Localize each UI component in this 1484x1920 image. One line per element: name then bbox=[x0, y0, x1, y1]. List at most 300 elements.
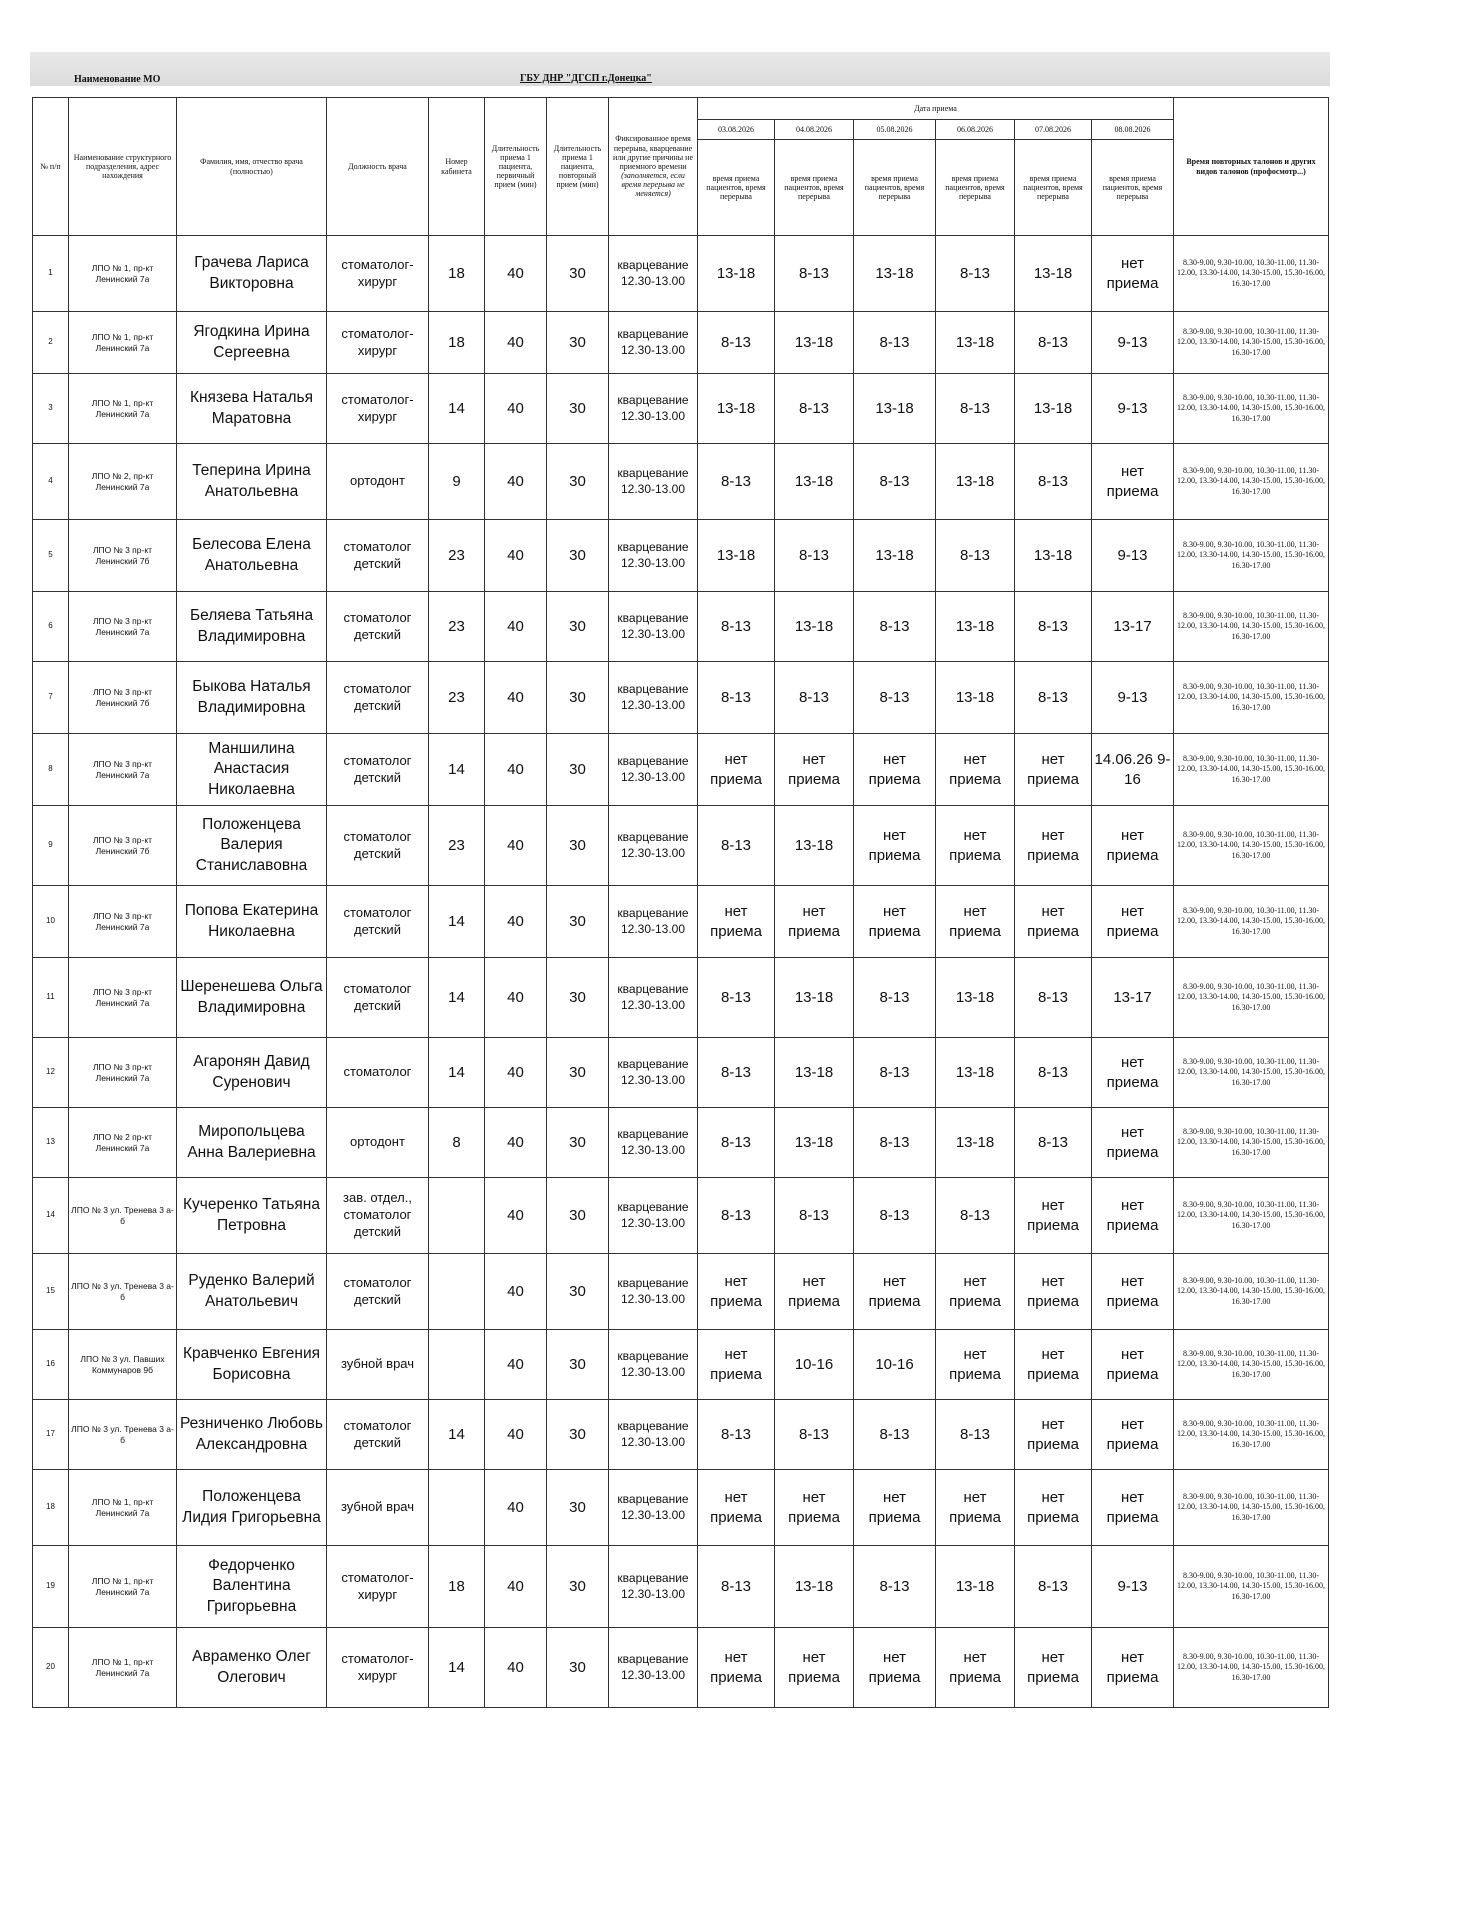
table-row bbox=[33, 520, 1329, 592]
fixed-break: кварцевание 12.30-13.00 bbox=[609, 1546, 698, 1628]
repeat-visit-duration: 30 bbox=[547, 1178, 609, 1254]
schedule-day-2: нет приема bbox=[775, 1470, 854, 1546]
doctor-name: Быкова Наталья Владимировна bbox=[177, 662, 327, 734]
date-header-3: 05.08.2026 bbox=[854, 120, 936, 140]
table-row bbox=[33, 958, 1329, 1038]
schedule-day-3: 8-13 bbox=[854, 1108, 936, 1178]
org-name: ГБУ ДНР "ДГСП г.Донецка" bbox=[520, 73, 652, 84]
repeat-slots: 8.30-9.00, 9.30-10.00, 10.30-11.00, 11.30-12.00, 13.30-14.00, 14.30-15.00, 15.30-16.00, 16.30-17.00 bbox=[1174, 444, 1329, 520]
schedule-day-4: 13-18 bbox=[936, 592, 1015, 662]
repeat-slots: 8.30-9.00, 9.30-10.00, 10.30-11.00, 11.30-12.00, 13.30-14.00, 14.30-15.00, 15.30-16.00, 16.30-17.00 bbox=[1174, 592, 1329, 662]
fixed-break: кварцевание 12.30-13.00 bbox=[609, 1108, 698, 1178]
schedule-day-5: нет приема bbox=[1015, 1400, 1092, 1470]
schedule-day-5: нет приема bbox=[1015, 886, 1092, 958]
repeat-slots: 8.30-9.00, 9.30-10.00, 10.30-11.00, 11.30-12.00, 13.30-14.00, 14.30-15.00, 15.30-16.00, 16.30-17.00 bbox=[1174, 236, 1329, 312]
unit-cell: ЛПО № 3 пр-кт Ленинский 7а bbox=[69, 886, 177, 958]
row-number: 1 bbox=[33, 236, 69, 312]
col-fixed-break-label: Фиксированное время перерыва, кварцевание или другие причины не приемного времени bbox=[613, 134, 693, 171]
unit-cell: ЛПО № 3 ул. Тренева 3 а-б bbox=[69, 1254, 177, 1330]
cabinet-number: 18 bbox=[429, 236, 485, 312]
doctor-name: Шеренешева Ольга Владимировна bbox=[177, 958, 327, 1038]
scan-header-band bbox=[30, 52, 1330, 86]
unit-cell: ЛПО № 3 пр-кт Ленинский 7б bbox=[69, 806, 177, 886]
date-sub-1: время приема пациентов, время перерыва bbox=[698, 140, 775, 236]
schedule-day-6: 9-13 bbox=[1092, 374, 1174, 444]
schedule-day-3: 13-18 bbox=[854, 236, 936, 312]
schedule-day-4: нет приема bbox=[936, 1330, 1015, 1400]
doctor-name: Положенцева Валерия Станиславовна bbox=[177, 806, 327, 886]
schedule-day-4: 13-18 bbox=[936, 1038, 1015, 1108]
cabinet-number bbox=[429, 1330, 485, 1400]
schedule-day-2: 13-18 bbox=[775, 1546, 854, 1628]
schedule-day-3: 8-13 bbox=[854, 662, 936, 734]
schedule-day-1: 8-13 bbox=[698, 958, 775, 1038]
doctor-position: стоматолог детский bbox=[327, 806, 429, 886]
first-visit-duration: 40 bbox=[485, 1470, 547, 1546]
unit-cell: ЛПО № 3 ул. Павших Коммунаров 9б bbox=[69, 1330, 177, 1400]
schedule-day-4: нет приема bbox=[936, 1470, 1015, 1546]
repeat-slots: 8.30-9.00, 9.30-10.00, 10.30-11.00, 11.30-12.00, 13.30-14.00, 14.30-15.00, 15.30-16.00, 16.30-17.00 bbox=[1174, 1546, 1329, 1628]
cabinet-number bbox=[429, 1470, 485, 1546]
schedule-day-4: нет приема bbox=[936, 734, 1015, 806]
cabinet-number: 14 bbox=[429, 958, 485, 1038]
date-header-2: 04.08.2026 bbox=[775, 120, 854, 140]
row-number: 19 bbox=[33, 1546, 69, 1628]
unit-cell: ЛПО № 1, пр-кт Ленинский 7а bbox=[69, 312, 177, 374]
doctor-name: Агаронян Давид Суренович bbox=[177, 1038, 327, 1108]
schedule-day-5: нет приема bbox=[1015, 1628, 1092, 1708]
schedule-day-4: 8-13 bbox=[936, 236, 1015, 312]
doctor-name: Маншилина Анастасия Николаевна bbox=[177, 734, 327, 806]
schedule-day-1: нет приема bbox=[698, 1254, 775, 1330]
schedule-day-4: 13-18 bbox=[936, 312, 1015, 374]
repeat-visit-duration: 30 bbox=[547, 312, 609, 374]
row-number: 9 bbox=[33, 806, 69, 886]
schedule-day-2: 8-13 bbox=[775, 1178, 854, 1254]
row-number: 16 bbox=[33, 1330, 69, 1400]
schedule-day-5: 13-18 bbox=[1015, 374, 1092, 444]
repeat-visit-duration: 30 bbox=[547, 444, 609, 520]
schedule-day-5: 8-13 bbox=[1015, 1546, 1092, 1628]
repeat-slots: 8.30-9.00, 9.30-10.00, 10.30-11.00, 11.30-12.00, 13.30-14.00, 14.30-15.00, 15.30-16.00, 16.30-17.00 bbox=[1174, 1400, 1329, 1470]
doctor-position: стоматолог-хирург bbox=[327, 374, 429, 444]
row-number: 14 bbox=[33, 1178, 69, 1254]
schedule-day-4: нет приема bbox=[936, 886, 1015, 958]
schedule-day-6: 14.06.26 9-16 bbox=[1092, 734, 1174, 806]
schedule-day-3: 8-13 bbox=[854, 1400, 936, 1470]
row-number: 3 bbox=[33, 374, 69, 444]
schedule-day-3: нет приема bbox=[854, 806, 936, 886]
doctor-position: стоматолог детский bbox=[327, 520, 429, 592]
first-visit-duration: 40 bbox=[485, 886, 547, 958]
col-fio: Фамилия, имя, отчество врача (полностью) bbox=[177, 98, 327, 236]
cabinet-number: 14 bbox=[429, 374, 485, 444]
fixed-break: кварцевание 12.30-13.00 bbox=[609, 886, 698, 958]
schedule-day-2: 8-13 bbox=[775, 520, 854, 592]
schedule-day-6: нет приема bbox=[1092, 1038, 1174, 1108]
fixed-break: кварцевание 12.30-13.00 bbox=[609, 1400, 698, 1470]
schedule-day-1: 8-13 bbox=[698, 1546, 775, 1628]
schedule-day-2: 8-13 bbox=[775, 662, 854, 734]
schedule-day-1: 13-18 bbox=[698, 236, 775, 312]
schedule-day-5: нет приема bbox=[1015, 1254, 1092, 1330]
schedule-day-3: 8-13 bbox=[854, 958, 936, 1038]
col-repeat-visit: Длительность приема 1 пациента, повторный прием (мин) bbox=[547, 98, 609, 236]
col-position: Должность врача bbox=[327, 98, 429, 236]
repeat-visit-duration: 30 bbox=[547, 886, 609, 958]
fixed-break: кварцевание 12.30-13.00 bbox=[609, 1330, 698, 1400]
schedule-day-5: 8-13 bbox=[1015, 1108, 1092, 1178]
fixed-break: кварцевание 12.30-13.00 bbox=[609, 958, 698, 1038]
unit-cell: ЛПО № 3 пр-кт Ленинский 7а bbox=[69, 958, 177, 1038]
repeat-slots: 8.30-9.00, 9.30-10.00, 10.30-11.00, 11.30-12.00, 13.30-14.00, 14.30-15.00, 15.30-16.00, 16.30-17.00 bbox=[1174, 1108, 1329, 1178]
date-header-6: 08.08.2026 bbox=[1092, 120, 1174, 140]
schedule-day-1: нет приема bbox=[698, 1470, 775, 1546]
schedule-day-6: нет приема bbox=[1092, 1178, 1174, 1254]
schedule-day-5: нет приема bbox=[1015, 1470, 1092, 1546]
repeat-slots: 8.30-9.00, 9.30-10.00, 10.30-11.00, 11.30-12.00, 13.30-14.00, 14.30-15.00, 15.30-16.00, 16.30-17.00 bbox=[1174, 1628, 1329, 1708]
schedule-day-3: 8-13 bbox=[854, 1178, 936, 1254]
doctor-position: стоматолог детский bbox=[327, 958, 429, 1038]
first-visit-duration: 40 bbox=[485, 662, 547, 734]
schedule-day-6: нет приема bbox=[1092, 1470, 1174, 1546]
col-first-visit: Длительность приема 1 пациента, первичный прием (мин) bbox=[485, 98, 547, 236]
doctor-position: стоматолог-хирург bbox=[327, 1628, 429, 1708]
unit-cell: ЛПО № 2 пр-кт Ленинский 7а bbox=[69, 1108, 177, 1178]
doctor-position: стоматолог-хирург bbox=[327, 1546, 429, 1628]
date-sub-4: время приема пациентов, время перерыва bbox=[936, 140, 1015, 236]
cabinet-number: 9 bbox=[429, 444, 485, 520]
fixed-break: кварцевание 12.30-13.00 bbox=[609, 520, 698, 592]
schedule-day-2: 8-13 bbox=[775, 236, 854, 312]
schedule-day-4: 13-18 bbox=[936, 662, 1015, 734]
schedule-day-1: нет приема bbox=[698, 1628, 775, 1708]
repeat-visit-duration: 30 bbox=[547, 1038, 609, 1108]
schedule-day-4: 13-18 bbox=[936, 444, 1015, 520]
doctor-name: Белесова Елена Анатольевна bbox=[177, 520, 327, 592]
unit-cell: ЛПО № 3 пр-кт Ленинский 7б bbox=[69, 520, 177, 592]
first-visit-duration: 40 bbox=[485, 734, 547, 806]
table-row bbox=[33, 1254, 1329, 1330]
schedule-day-1: 8-13 bbox=[698, 312, 775, 374]
col-repeat-slots: Время повторных талонов и других видов талонов (профосмотр...) bbox=[1174, 98, 1329, 236]
cabinet-number bbox=[429, 1254, 485, 1330]
doctor-name: Руденко Валерий Анатольевич bbox=[177, 1254, 327, 1330]
cabinet-number: 14 bbox=[429, 734, 485, 806]
schedule-day-2: 13-18 bbox=[775, 312, 854, 374]
unit-cell: ЛПО № 3 пр-кт Ленинский 7а bbox=[69, 734, 177, 806]
first-visit-duration: 40 bbox=[485, 1546, 547, 1628]
row-number: 13 bbox=[33, 1108, 69, 1178]
repeat-visit-duration: 30 bbox=[547, 1628, 609, 1708]
repeat-slots: 8.30-9.00, 9.30-10.00, 10.30-11.00, 11.30-12.00, 13.30-14.00, 14.30-15.00, 15.30-16.00, 16.30-17.00 bbox=[1174, 374, 1329, 444]
repeat-slots: 8.30-9.00, 9.30-10.00, 10.30-11.00, 11.30-12.00, 13.30-14.00, 14.30-15.00, 15.30-16.00, 16.30-17.00 bbox=[1174, 886, 1329, 958]
schedule-day-3: нет приема bbox=[854, 1628, 936, 1708]
table-row bbox=[33, 886, 1329, 958]
fixed-break: кварцевание 12.30-13.00 bbox=[609, 1628, 698, 1708]
first-visit-duration: 40 bbox=[485, 592, 547, 662]
doctor-position: стоматолог детский bbox=[327, 886, 429, 958]
unit-cell: ЛПО № 3 пр-кт Ленинский 7а bbox=[69, 1038, 177, 1108]
table-row bbox=[33, 1038, 1329, 1108]
cabinet-number: 23 bbox=[429, 592, 485, 662]
fixed-break: кварцевание 12.30-13.00 bbox=[609, 1038, 698, 1108]
doctor-name: Миропольцева Анна Валериевна bbox=[177, 1108, 327, 1178]
repeat-visit-duration: 30 bbox=[547, 1400, 609, 1470]
row-number: 6 bbox=[33, 592, 69, 662]
first-visit-duration: 40 bbox=[485, 1254, 547, 1330]
first-visit-duration: 40 bbox=[485, 1108, 547, 1178]
schedule-day-3: 13-18 bbox=[854, 374, 936, 444]
cabinet-number: 14 bbox=[429, 1628, 485, 1708]
doctor-name: Теперина Ирина Анатольевна bbox=[177, 444, 327, 520]
doctor-name: Кравченко Евгения Борисовна bbox=[177, 1330, 327, 1400]
schedule-day-1: нет приема bbox=[698, 734, 775, 806]
schedule-day-6: 9-13 bbox=[1092, 662, 1174, 734]
doctor-name: Резниченко Любовь Александровна bbox=[177, 1400, 327, 1470]
row-number: 7 bbox=[33, 662, 69, 734]
row-number: 4 bbox=[33, 444, 69, 520]
first-visit-duration: 40 bbox=[485, 1628, 547, 1708]
cabinet-number: 18 bbox=[429, 312, 485, 374]
table-row bbox=[33, 592, 1329, 662]
row-number: 17 bbox=[33, 1400, 69, 1470]
schedule-day-2: 13-18 bbox=[775, 806, 854, 886]
schedule-day-1: 13-18 bbox=[698, 520, 775, 592]
cabinet-number: 23 bbox=[429, 806, 485, 886]
schedule-day-6: нет приема bbox=[1092, 1628, 1174, 1708]
col-fixed-break bbox=[609, 98, 698, 236]
schedule-day-2: 10-16 bbox=[775, 1330, 854, 1400]
fixed-break: кварцевание 12.30-13.00 bbox=[609, 1254, 698, 1330]
repeat-slots: 8.30-9.00, 9.30-10.00, 10.30-11.00, 11.30-12.00, 13.30-14.00, 14.30-15.00, 15.30-16.00, 16.30-17.00 bbox=[1174, 1178, 1329, 1254]
doctor-name: Ягодкина Ирина Сергеевна bbox=[177, 312, 327, 374]
doctor-position: стоматолог-хирург bbox=[327, 312, 429, 374]
cabinet-number: 8 bbox=[429, 1108, 485, 1178]
repeat-slots: 8.30-9.00, 9.30-10.00, 10.30-11.00, 11.30-12.00, 13.30-14.00, 14.30-15.00, 15.30-16.00, 16.30-17.00 bbox=[1174, 958, 1329, 1038]
unit-cell: ЛПО № 1, пр-кт Ленинский 7а bbox=[69, 1546, 177, 1628]
table-row bbox=[33, 312, 1329, 374]
unit-cell: ЛПО № 3 ул. Тренева 3 а-б bbox=[69, 1178, 177, 1254]
first-visit-duration: 40 bbox=[485, 1178, 547, 1254]
unit-cell: ЛПО № 1, пр-кт Ленинский 7а bbox=[69, 236, 177, 312]
repeat-visit-duration: 30 bbox=[547, 1254, 609, 1330]
doctor-position: стоматолог детский bbox=[327, 734, 429, 806]
fixed-break: кварцевание 12.30-13.00 bbox=[609, 662, 698, 734]
table-body bbox=[33, 236, 1329, 1708]
date-header-5: 07.08.2026 bbox=[1015, 120, 1092, 140]
doctor-position: стоматолог-хирург bbox=[327, 236, 429, 312]
schedule-day-4: нет приема bbox=[936, 806, 1015, 886]
schedule-day-4: 13-18 bbox=[936, 958, 1015, 1038]
doctor-position: зубной врач bbox=[327, 1330, 429, 1400]
table-row bbox=[33, 374, 1329, 444]
schedule-day-2: нет приема bbox=[775, 734, 854, 806]
schedule-day-4: нет приема bbox=[936, 1254, 1015, 1330]
schedule-day-3: 8-13 bbox=[854, 592, 936, 662]
schedule-day-1: 8-13 bbox=[698, 1108, 775, 1178]
repeat-visit-duration: 30 bbox=[547, 236, 609, 312]
first-visit-duration: 40 bbox=[485, 806, 547, 886]
fixed-break: кварцевание 12.30-13.00 bbox=[609, 444, 698, 520]
cabinet-number: 14 bbox=[429, 886, 485, 958]
fixed-break: кварцевание 12.30-13.00 bbox=[609, 374, 698, 444]
doctor-name: Грачева Лариса Викторовна bbox=[177, 236, 327, 312]
schedule-day-5: 8-13 bbox=[1015, 958, 1092, 1038]
schedule-day-1: 8-13 bbox=[698, 1038, 775, 1108]
fixed-break: кварцевание 12.30-13.00 bbox=[609, 592, 698, 662]
table-row bbox=[33, 236, 1329, 312]
schedule-day-4: нет приема bbox=[936, 1628, 1015, 1708]
repeat-slots: 8.30-9.00, 9.30-10.00, 10.30-11.00, 11.30-12.00, 13.30-14.00, 14.30-15.00, 15.30-16.00, 16.30-17.00 bbox=[1174, 312, 1329, 374]
table-row bbox=[33, 1546, 1329, 1628]
schedule-day-5: 13-18 bbox=[1015, 236, 1092, 312]
repeat-slots: 8.30-9.00, 9.30-10.00, 10.30-11.00, 11.30-12.00, 13.30-14.00, 14.30-15.00, 15.30-16.00, 16.30-17.00 bbox=[1174, 806, 1329, 886]
schedule-day-3: нет приема bbox=[854, 1254, 936, 1330]
doctor-position: стоматолог bbox=[327, 1038, 429, 1108]
doctor-position: ортодонт bbox=[327, 1108, 429, 1178]
schedule-day-4: 8-13 bbox=[936, 520, 1015, 592]
schedule-day-3: нет приема bbox=[854, 886, 936, 958]
schedule-day-2: нет приема bbox=[775, 886, 854, 958]
schedule-day-2: 13-18 bbox=[775, 958, 854, 1038]
fixed-break: кварцевание 12.30-13.00 bbox=[609, 236, 698, 312]
table-row bbox=[33, 1628, 1329, 1708]
mo-label: Наименование МО bbox=[74, 74, 161, 85]
table-row bbox=[33, 1400, 1329, 1470]
schedule-day-2: 8-13 bbox=[775, 374, 854, 444]
first-visit-duration: 40 bbox=[485, 374, 547, 444]
cabinet-number: 14 bbox=[429, 1038, 485, 1108]
doctor-position: стоматолог детский bbox=[327, 592, 429, 662]
doctor-position: зубной врач bbox=[327, 1470, 429, 1546]
schedule-day-1: нет приема bbox=[698, 886, 775, 958]
schedule-day-3: 10-16 bbox=[854, 1330, 936, 1400]
first-visit-duration: 40 bbox=[485, 520, 547, 592]
repeat-slots: 8.30-9.00, 9.30-10.00, 10.30-11.00, 11.30-12.00, 13.30-14.00, 14.30-15.00, 15.30-16.00, 16.30-17.00 bbox=[1174, 1470, 1329, 1546]
schedule-day-5: 13-18 bbox=[1015, 520, 1092, 592]
table-row bbox=[33, 444, 1329, 520]
col-unit: Наименование структурного подразделения, адрес нахождения bbox=[69, 98, 177, 236]
date-sub-2: время приема пациентов, время перерыва bbox=[775, 140, 854, 236]
schedule-day-5: нет приема bbox=[1015, 1178, 1092, 1254]
date-sub-6: время приема пациентов, время перерыва bbox=[1092, 140, 1174, 236]
doctor-name: Федорченко Валентина Григорьевна bbox=[177, 1546, 327, 1628]
schedule-day-6: нет приема bbox=[1092, 1400, 1174, 1470]
schedule-day-2: 13-18 bbox=[775, 444, 854, 520]
table-row bbox=[33, 806, 1329, 886]
schedule-day-2: 13-18 bbox=[775, 1108, 854, 1178]
table-row bbox=[33, 1108, 1329, 1178]
schedule-day-3: нет приема bbox=[854, 734, 936, 806]
date-sub-5: время приема пациентов, время перерыва bbox=[1015, 140, 1092, 236]
schedule-table bbox=[32, 97, 1329, 1708]
schedule-day-1: 8-13 bbox=[698, 662, 775, 734]
unit-cell: ЛПО № 1, пр-кт Ленинский 7а bbox=[69, 1470, 177, 1546]
doctor-name: Попова Екатерина Николаевна bbox=[177, 886, 327, 958]
doctor-position: стоматолог детский bbox=[327, 1400, 429, 1470]
schedule-day-5: 8-13 bbox=[1015, 444, 1092, 520]
repeat-visit-duration: 30 bbox=[547, 520, 609, 592]
table-row bbox=[33, 1330, 1329, 1400]
repeat-visit-duration: 30 bbox=[547, 1108, 609, 1178]
table-row bbox=[33, 1470, 1329, 1546]
repeat-visit-duration: 30 bbox=[547, 1546, 609, 1628]
schedule-day-5: 8-13 bbox=[1015, 1038, 1092, 1108]
col-num: № п/п bbox=[33, 98, 69, 236]
repeat-slots: 8.30-9.00, 9.30-10.00, 10.30-11.00, 11.30-12.00, 13.30-14.00, 14.30-15.00, 15.30-16.00, 16.30-17.00 bbox=[1174, 520, 1329, 592]
table-row bbox=[33, 662, 1329, 734]
schedule-day-5: нет приема bbox=[1015, 734, 1092, 806]
doctor-name: Князева Наталья Маратовна bbox=[177, 374, 327, 444]
schedule-day-4: 8-13 bbox=[936, 1178, 1015, 1254]
first-visit-duration: 40 bbox=[485, 312, 547, 374]
schedule-day-6: 13-17 bbox=[1092, 958, 1174, 1038]
schedule-day-5: 8-13 bbox=[1015, 592, 1092, 662]
repeat-slots: 8.30-9.00, 9.30-10.00, 10.30-11.00, 11.30-12.00, 13.30-14.00, 14.30-15.00, 15.30-16.00, 16.30-17.00 bbox=[1174, 1254, 1329, 1330]
repeat-visit-duration: 30 bbox=[547, 592, 609, 662]
doctor-position: стоматолог детский bbox=[327, 662, 429, 734]
doctor-name: Положенцева Лидия Григорьевна bbox=[177, 1470, 327, 1546]
unit-cell: ЛПО № 2, пр-кт Ленинский 7а bbox=[69, 444, 177, 520]
row-number: 5 bbox=[33, 520, 69, 592]
unit-cell: ЛПО № 3 пр-кт Ленинский 7а bbox=[69, 592, 177, 662]
schedule-day-2: 13-18 bbox=[775, 1038, 854, 1108]
schedule-day-4: 8-13 bbox=[936, 374, 1015, 444]
doctor-name: Кучеренко Татьяна Петровна bbox=[177, 1178, 327, 1254]
repeat-visit-duration: 30 bbox=[547, 374, 609, 444]
repeat-slots: 8.30-9.00, 9.30-10.00, 10.30-11.00, 11.30-12.00, 13.30-14.00, 14.30-15.00, 15.30-16.00, 16.30-17.00 bbox=[1174, 662, 1329, 734]
repeat-visit-duration: 30 bbox=[547, 662, 609, 734]
row-number: 11 bbox=[33, 958, 69, 1038]
schedule-day-2: 8-13 bbox=[775, 1400, 854, 1470]
schedule-day-2: нет приема bbox=[775, 1254, 854, 1330]
unit-cell: ЛПО № 1, пр-кт Ленинский 7а bbox=[69, 1628, 177, 1708]
schedule-day-4: 13-18 bbox=[936, 1546, 1015, 1628]
schedule-day-3: 8-13 bbox=[854, 312, 936, 374]
schedule-day-6: 9-13 bbox=[1092, 520, 1174, 592]
cabinet-number: 23 bbox=[429, 662, 485, 734]
first-visit-duration: 40 bbox=[485, 1038, 547, 1108]
table-header bbox=[33, 98, 1329, 236]
schedule-day-6: нет приема bbox=[1092, 236, 1174, 312]
repeat-visit-duration: 30 bbox=[547, 958, 609, 1038]
schedule-day-6: нет приема bbox=[1092, 1330, 1174, 1400]
row-number: 20 bbox=[33, 1628, 69, 1708]
schedule-day-6: 13-17 bbox=[1092, 592, 1174, 662]
row-number: 2 bbox=[33, 312, 69, 374]
repeat-visit-duration: 30 bbox=[547, 1330, 609, 1400]
repeat-slots: 8.30-9.00, 9.30-10.00, 10.30-11.00, 11.30-12.00, 13.30-14.00, 14.30-15.00, 15.30-16.00, 16.30-17.00 bbox=[1174, 734, 1329, 806]
schedule-day-6: нет приема bbox=[1092, 806, 1174, 886]
schedule-day-6: нет приема bbox=[1092, 1254, 1174, 1330]
schedule-day-1: 8-13 bbox=[698, 1400, 775, 1470]
doctor-position: ортодонт bbox=[327, 444, 429, 520]
schedule-day-1: 13-18 bbox=[698, 374, 775, 444]
row-number: 10 bbox=[33, 886, 69, 958]
col-fixed-break-note: (заполняется, если время перерыва не меняется) bbox=[621, 171, 685, 199]
schedule-day-3: 8-13 bbox=[854, 444, 936, 520]
table-row bbox=[33, 734, 1329, 806]
schedule-day-1: 8-13 bbox=[698, 592, 775, 662]
schedule-day-3: 8-13 bbox=[854, 1038, 936, 1108]
cabinet-number: 18 bbox=[429, 1546, 485, 1628]
date-header-1: 03.08.2026 bbox=[698, 120, 775, 140]
schedule-day-1: 8-13 bbox=[698, 444, 775, 520]
schedule-day-5: 8-13 bbox=[1015, 662, 1092, 734]
cabinet-number: 14 bbox=[429, 1400, 485, 1470]
schedule-day-5: нет приема bbox=[1015, 1330, 1092, 1400]
